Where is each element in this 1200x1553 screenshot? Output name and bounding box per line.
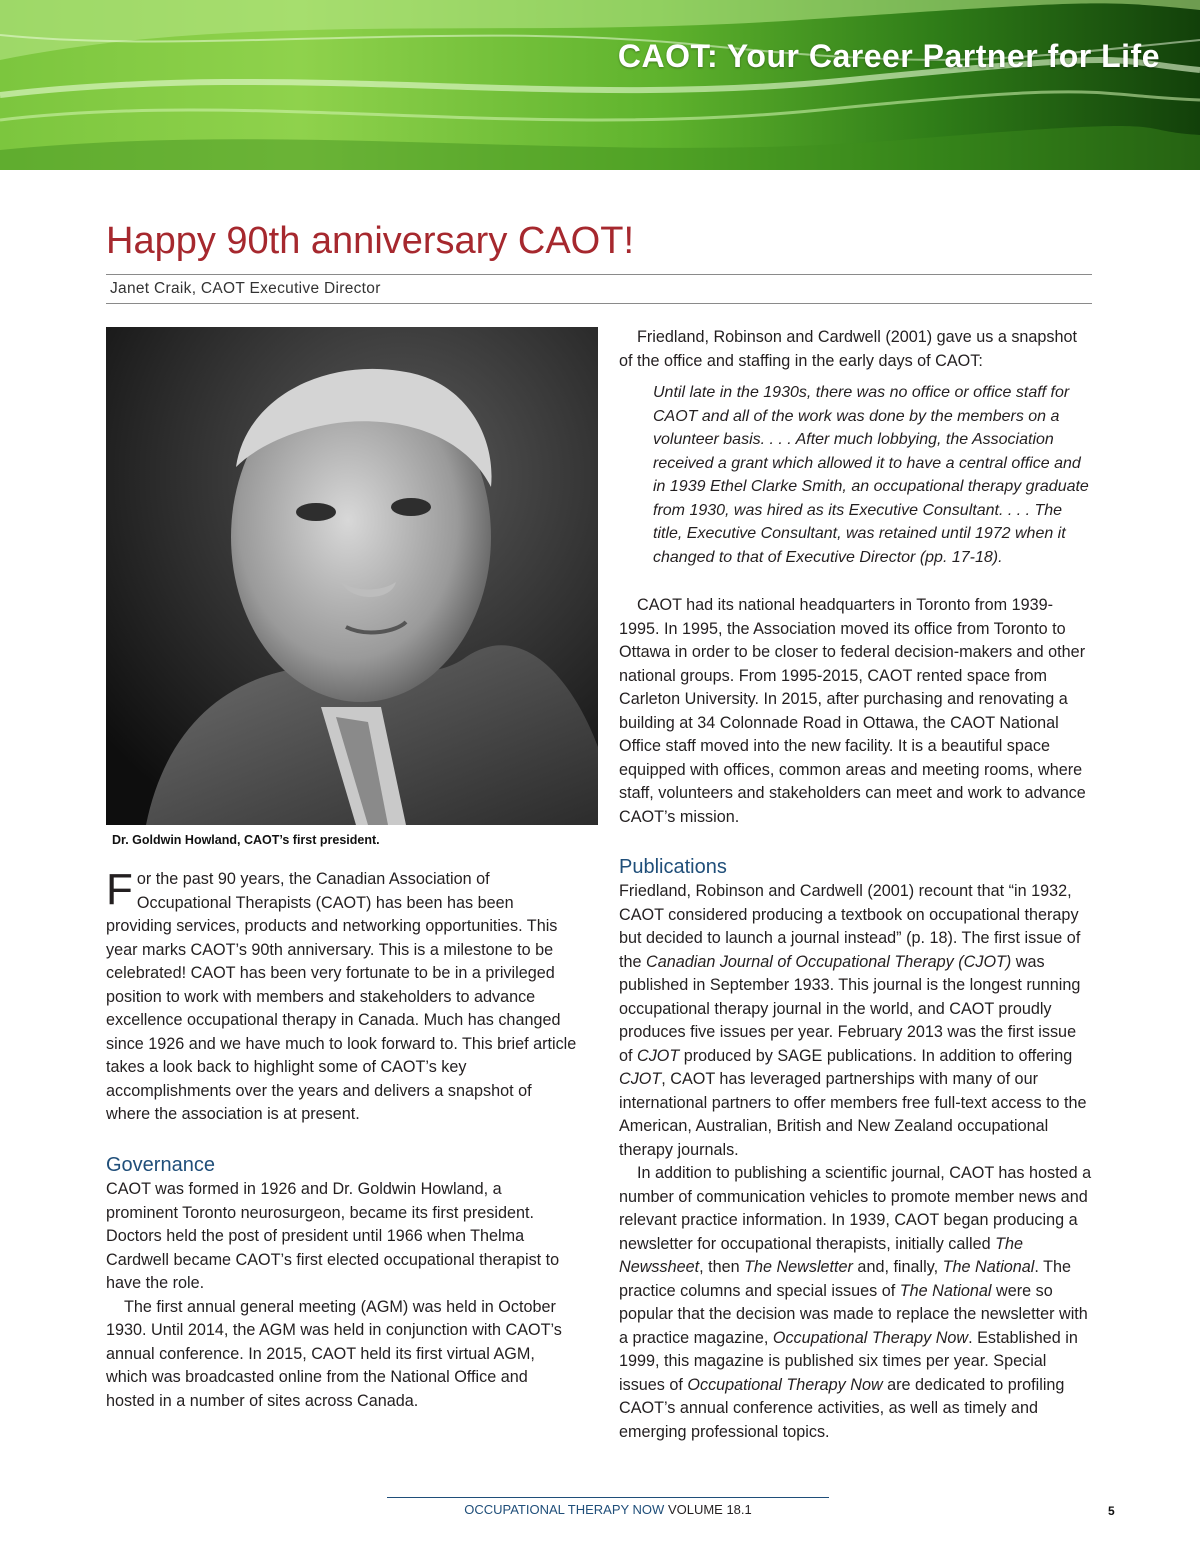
photo-caption: Dr. Goldwin Howland, CAOT’s first president. bbox=[112, 833, 380, 847]
portrait-photo bbox=[106, 327, 598, 825]
footer-divider bbox=[387, 1497, 829, 1498]
intro-text: or the past 90 years, the Canadian Association of Occupational Therapists (CAOT) has been has been providing services, products and networking opportunities. This year marks CAOT’s 90th anniversary. This is a milestone to be celebrated! CAOT has been very fortunate to be in a privileged position to work with members and stakeholders to advance excellence occupational therapy in Canada. Much has changed since 1926 and we have much to look forward to. This brief article takes a look back to highlight some of CAOT’s key accomplishments over the years and delivers a snapshot of where the association is at present. bbox=[106, 870, 577, 1123]
text-run: and, finally, bbox=[852, 1258, 943, 1276]
governance-paragraph-2: The first annual general meeting (AGM) was held in October 1930. Until 2014, the AGM was held in conjunction with CAOT’s annual conference. In 2015, CAOT held its first virtual AGM, which was broadcasted online from the National Office and hosted in a number of sites across Canada. bbox=[106, 1297, 562, 1410]
journal-abbrev: CJOT bbox=[619, 1070, 662, 1088]
publications-paragraph-2 bbox=[619, 1162, 1093, 1444]
newsletter-title: The Newsletter bbox=[744, 1258, 853, 1276]
publications-heading: Publications bbox=[619, 856, 727, 878]
text-run: Friedland, Robinson and Cardwell (2001) recount that “in 1932, CAOT considered producing a textbook on occupational therapy but decided to launch a journal instead” (p. 18). The first issue of the bbox=[619, 882, 1081, 971]
intro-section bbox=[106, 865, 578, 1127]
text-run: are dedicated to profiling CAOT’s annual conference activities, as well as timely and emerging professional topics. bbox=[619, 1375, 1065, 1441]
spacer bbox=[619, 569, 1093, 594]
banner-title: CAOT: Your Career Partner for Life bbox=[617, 38, 1160, 74]
header-banner bbox=[0, 0, 1200, 170]
text-run: , CAOT has leveraged partnerships with many of our international partners to offer members free full-text access to the American, Australian, British and New Zealand occupational therapy journals. bbox=[619, 1070, 1087, 1159]
footer-publication: OCCUPATIONAL THERAPY NOW bbox=[464, 1502, 665, 1517]
magazine-title: Occupational Therapy Now bbox=[772, 1328, 969, 1347]
journal-abbrev: CJOT bbox=[637, 1046, 680, 1065]
governance-heading: Governance bbox=[106, 1154, 215, 1176]
office-quote: Until late in the 1930s, there was no office or office staff for CAOT and all of the work was done by the members on a volunteer basis. . . . After much lobbying, the Association received a grant which allowed it to have a central office and in 1939 Ethel Clarke Smith, an occupational therapy graduate from 1930, was hired as its Executive Consultant. . . . The title, Executive Consultant, was retained until 1972 when it changed to that of Executive Director (pp. 17-18). bbox=[653, 384, 1089, 566]
newsletter-title: The National bbox=[942, 1258, 1035, 1276]
text-run: . The practice columns and special issues of bbox=[619, 1258, 1072, 1300]
text-run: . Established in 1999, this magazine is published six times per year. Special issues of bbox=[619, 1328, 1078, 1394]
text-run: produced by SAGE publications. In addition to offering bbox=[679, 1046, 1073, 1065]
governance-paragraph-1: CAOT was formed in 1926 and Dr. Goldwin Howland, a prominent Toronto neurosurgeon, became its first president. Doctors held the post of president until 1966 when Thelma Cardwell became CAOT’s first elected occupational therapist to have the role. bbox=[106, 1180, 560, 1292]
office-section bbox=[619, 326, 1093, 829]
page-number: 5 bbox=[1108, 1504, 1115, 1518]
text-run: were so popular that the decision was made to replace the newsletter with a practice magazine, bbox=[619, 1281, 1088, 1347]
article-title: Happy 90th anniversary CAOT! bbox=[106, 220, 635, 262]
magazine-title: Occupational Therapy Now bbox=[687, 1375, 883, 1394]
title-divider-top bbox=[106, 274, 1092, 275]
text-run: In addition to publishing a scientific journal, CAOT has hosted a number of communication vehicles to promote member news and relevant practice information. In 1939, CAOT began producing a newsletter for occupational therapists, initially called bbox=[619, 1164, 1092, 1253]
intro-paragraph bbox=[106, 865, 578, 1127]
publications-paragraph-1 bbox=[619, 880, 1093, 1162]
newsletter-title: The National bbox=[899, 1281, 992, 1300]
title-divider-bottom bbox=[106, 303, 1092, 304]
banner-swoosh-graphic bbox=[0, 0, 1200, 170]
governance-section bbox=[106, 1152, 578, 1413]
drop-cap: F bbox=[106, 865, 133, 914]
text-run: , then bbox=[699, 1258, 745, 1276]
journal-title: Canadian Journal of Occupational Therapy (CJOT) bbox=[646, 952, 1012, 971]
office-lead-paragraph: Friedland, Robinson and Cardwell (2001) gave us a snapshot of the office and staffing in the early days of CAOT: bbox=[619, 328, 1078, 370]
footer-volume: VOLUME 18.1 bbox=[667, 1502, 752, 1517]
text-run: was published in September 1933. This journal is the longest running occupational therapy journal in the world, and CAOT proudly produces five issues per year. February 2013 was the first issue of bbox=[619, 952, 1081, 1065]
article-byline: Janet Craik, CAOT Executive Director bbox=[110, 280, 381, 297]
newsletter-title: The Newssheet bbox=[619, 1234, 1024, 1276]
footer-publication-line bbox=[387, 1502, 829, 1517]
publications-section bbox=[619, 854, 1093, 1444]
office-paragraph-2: CAOT had its national headquarters in Toronto from 1939-1995. In 1995, the Association moved its office from Toronto to Ottawa in order to be closer to federal decision-makers and other national groups. From 1995-2015, CAOT rented space from Carleton University. In 2015, after purchasing and renovating a building at 34 Colonnade Road in Ottawa, the CAOT National Office staff moved into the new facility. It is a beautiful space equipped with offices, common areas and meeting rooms, where staff, volunteers and stakeholders can meet and work to advance CAOT’s mission. bbox=[619, 596, 1086, 826]
